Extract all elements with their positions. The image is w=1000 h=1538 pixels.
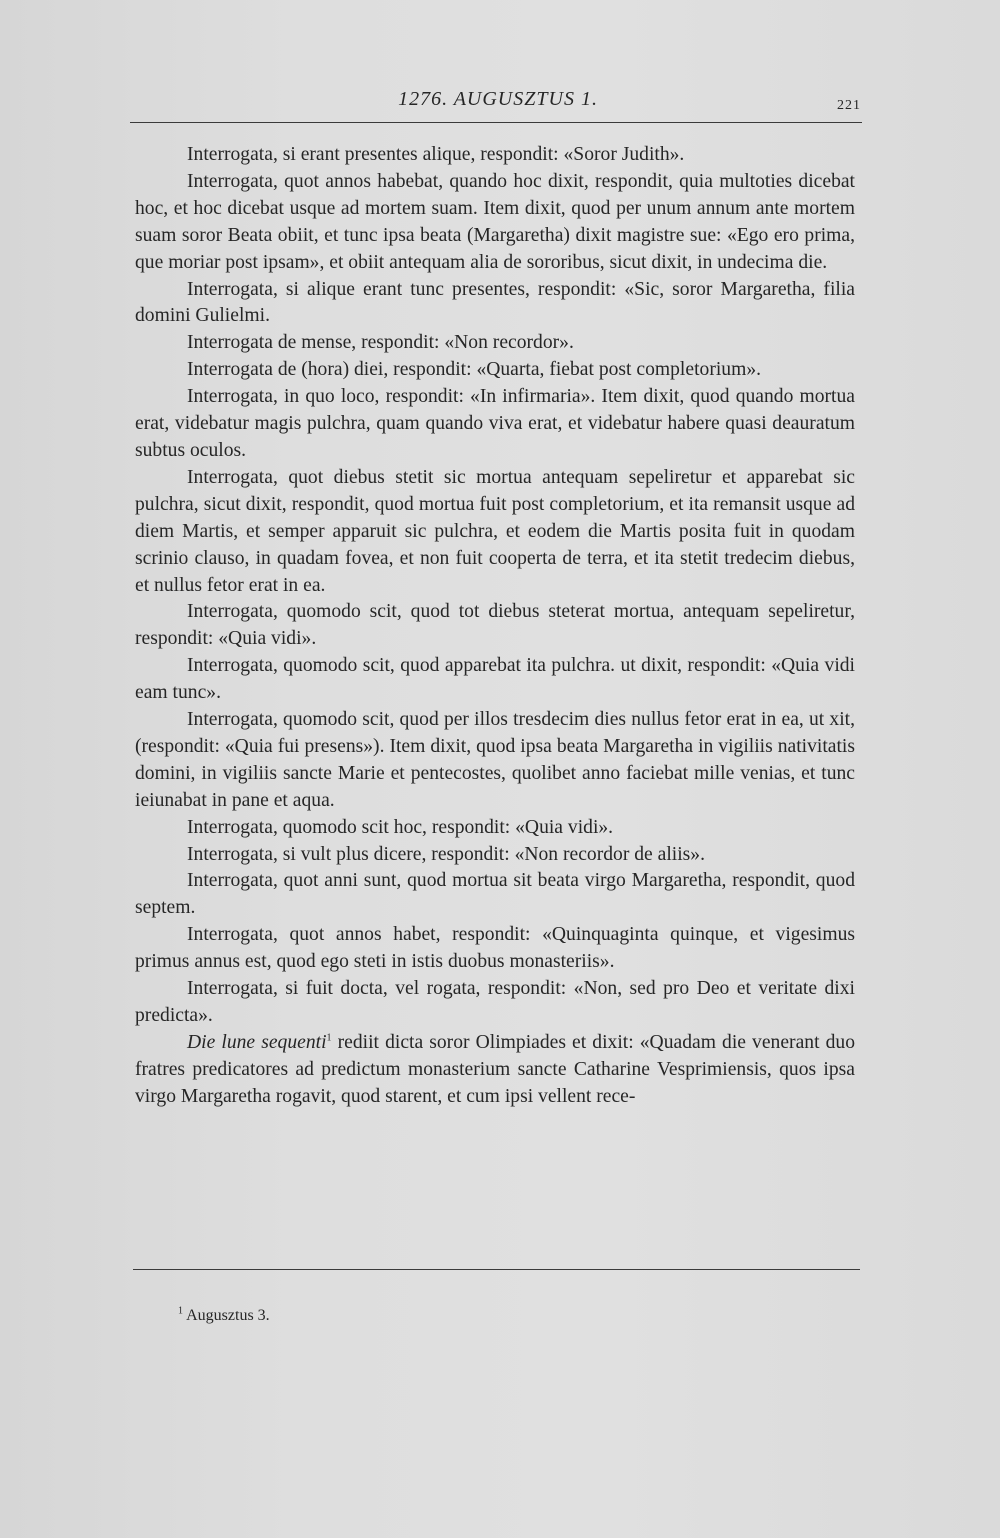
- paragraph: Interrogata, quomodo scit, quod apparebat ita pulchra. ut dixit, respondit: «Quia vidi eam tunc».: [135, 655, 855, 704]
- running-header: [135, 88, 861, 118]
- paragraph: Interrogata, in quo loco, respondit: «In infirmaria». Item dixit, quod quando mortua erat, videbatur magis pulchra, quam quando viva erat, et videbatur habere quasi deauratum subtus oculos.: [135, 386, 855, 461]
- footnote-marker: 1: [178, 1305, 183, 1317]
- footnote-rule: [133, 1269, 860, 1270]
- footnote-reference: 1: [326, 1032, 332, 1044]
- footnote-text: Augusztus 3.: [186, 1307, 270, 1324]
- paragraph: Interrogata, quot anni sunt, quod mortua sit beata virgo Margaretha, respondit, quod septem.: [135, 870, 855, 919]
- footnote: [178, 1306, 270, 1326]
- paragraph: Interrogata, quot annos habebat, quando hoc dixit, respondit, quia multoties dicebat hoc, et hoc dicebat usque ad mortem suam. Item dixit, quod per unum annum ante mortem suam soror Beata obiit, et tunc ipsa beata (Margaretha) dixit magistre sue: «Ego ero prima, que moriar post ipsam», et obiit antequam alia de sororibus, sicut dixit, in undecima die.: [135, 170, 855, 273]
- paragraph: Interrogata, quot diebus stetit sic mortua antequam sepeliretur et apparebat sic pulchra, sicut dixit, respondit, quod mortua fuit post completorium, et ita remansit usque ad diem Martis, et semper apparuit sic pulchra, et eodem die Martis posita fuit in quodam scrinio clauso, in quadam fovea, et non fuit cooperta de terra, et ita stetit tredecim diebus, et nullus fetor erat in ea.: [135, 466, 855, 596]
- paragraph: Interrogata, quomodo scit, quod tot diebus steterat mortua, antequam sepeliretur, respondit: «Quia vidi».: [135, 601, 855, 650]
- paragraph: Interrogata, quomodo scit hoc, respondit: «Quia vidi».: [187, 816, 614, 838]
- paragraph: Interrogata de (hora) diei, respondit: «Quarta, fiebat post completorium».: [187, 359, 762, 381]
- paragraph: Interrogata, si fuit docta, vel rogata, respondit: «Non, sed pro Deo et veritate dixi predicta».: [135, 978, 855, 1026]
- header-title: 1276. AUGUSZTUS 1.: [398, 88, 598, 110]
- paragraph: Interrogata, quot annos habet, respondit: «Quinquaginta quinque, et vigesimus primus annus est, quod ego steti in istis duobus monasteriis».: [135, 924, 855, 973]
- paragraph: Interrogata, si erant presentes alique, respondit: «Soror Judith».: [187, 144, 685, 165]
- paragraph: [135, 1030, 855, 1111]
- paragraph: Interrogata, si vult plus dicere, respondit: «Non recordor de aliis».: [187, 843, 706, 865]
- body-text: [135, 142, 855, 1111]
- paragraph: Interrogata, quomodo scit, quod per illos tresdecim dies nullus fetor erat in ea, ut xit, (respondit: «Quia fui presens»). Item dixit, quod ipsa beata Margaretha in vigiliis nativitatis domini, in vigiliis sancte Marie et pentecostes, quolibet anno faciebat mille venias, et tunc ieiunabat in pane et aqua.: [135, 709, 855, 811]
- italic-lead: Die lune sequenti: [187, 1031, 327, 1053]
- paragraph-text: rediit dicta soror Olimpiades et dixit: «Quadam die venerant duo fratres predicatores ad predictum monasterium sancte Catharine Vesprimiensis, quos ipsa virgo Margaretha rogavit, quod starent, et cum ipsi vellent rece-: [135, 1031, 855, 1107]
- paragraph: Interrogata de mense, respondit: «Non recordor».: [187, 332, 574, 354]
- header-rule: [130, 122, 862, 123]
- paragraph: Interrogata, si alique erant tunc presentes, respondit: «Sic, soror Margaretha, filia domini Gulielmi.: [135, 278, 855, 327]
- page-number: 221: [837, 98, 861, 113]
